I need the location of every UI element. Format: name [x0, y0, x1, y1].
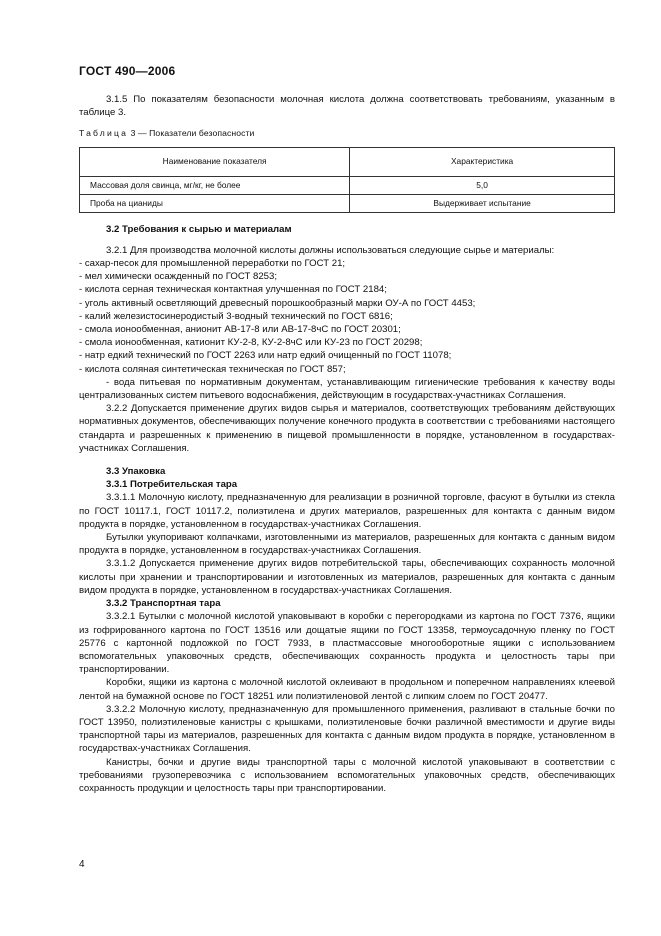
- list-item: - натр едкий технический по ГОСТ 2263 или натр едкий очищенный по ГОСТ 11078;: [79, 350, 452, 362]
- table-cell: 5,0: [350, 176, 615, 194]
- table-header-cell: Характеристика: [350, 147, 615, 176]
- paragraph-canisters: Канистры, бочки и другие виды транспортной тары с молочной кислотой упаковывают в соответствии с требованиями грузоперевозчика с использованием вспомогательных упаковочных средств, обеспечивающих сохранность продукции и целостность тары при транспортировании.: [79, 756, 615, 794]
- safety-table: [79, 147, 615, 213]
- paragraph-3-2-1: 3.2.1 Для производства молочной кислоты должны использоваться следующие сырье и материалы:: [106, 244, 555, 256]
- table-cell: Проба на цианиды: [80, 194, 350, 212]
- subsection-heading-3-3-2: 3.3.2 Транспортная тара: [106, 598, 221, 610]
- document-body: [79, 93, 615, 795]
- list-item: - кислота серная техническая контактная улучшенная по ГОСТ 2184;: [79, 284, 387, 296]
- paragraph-boxes: Коробки, ящики из картона с молочной кислотой оклеивают в продольном и поперечном направлениях клеевой лентой на бумажной основе по ГОСТ 18251 или полиэтиленовой лентой с липким слоем по ГОСТ 20477.: [79, 677, 615, 702]
- paragraph-3-3-2-1: 3.3.2.1 Бутылки с молочной кислотой упаковывают в коробки с перегородками из картона по ГОСТ 7376, ящики из гофрированного картона по ГОСТ 13516 или дощатые ящики по ГОСТ 13358, термоусадочную пленку по ГОСТ 25776 с картонной подложкой по ГОСТ 7933, в пластмассовые многооборотные ящики с использованием вспомогательных упаковочных средств, обеспечивающих сохранность продукта и целостность тары при транспортировании.: [79, 611, 615, 676]
- subsection-heading-3-3-1: 3.3.1 Потребительская тара: [106, 479, 238, 491]
- list-item: - уголь активный осветляющий древесный порошкообразный марки ОУ-А по ГОСТ 4453;: [79, 297, 476, 309]
- document-header: ГОСТ 490—2006: [79, 64, 176, 78]
- list-item: - сахар-песок для промышленной переработки по ГОСТ 21;: [79, 258, 346, 270]
- table-row: [80, 176, 615, 194]
- table-header-cell: Наименование показателя: [80, 147, 350, 176]
- table-header-row: [80, 147, 615, 176]
- section-heading-3-3: 3.3 Упаковка: [106, 466, 166, 478]
- list-item: - калий железистосинеродистый 3-водный технический по ГОСТ 6816;: [79, 310, 393, 322]
- paragraph-3-3-1-2: 3.3.1.2 Допускается применение других видов потребительской тары, обеспечивающих сохранность молочной кислоты при хранении и транспортировании и изготовленных из материалов, разрешенных для контакта с данным видом продукта в порядке, установленном в государствах-участниках Соглашения.: [79, 558, 615, 596]
- list-item: - кислота соляная синтетическая техническая по ГОСТ 857;: [79, 363, 346, 375]
- table-cell: Массовая доля свинца, мг/кг, не более: [80, 176, 350, 194]
- paragraph-3-2-2: 3.2.2 Допускается применение других видов сырья и материалов, соответствующих требованиям действующих нормативных документов, обеспечивающих получение конечного продукта в соответствии с требованиями настоящего стандарта и разрешенных к применению в пищевой промышленности в порядке, установленном в государствах-участниках Соглашения.: [79, 403, 615, 454]
- paragraph-3-3-2-2: 3.3.2.2 Молочную кислоту, предназначенную для промышленного применения, разливают в стальные бочки по ГОСТ 13950, полиэтиленовые канистры с крышками, полиэтиленовые бочки различной вместимости и другие виды транспортной тары из материалов, разрешенных для контакта с данным видом продукта в порядке, установленном в государствах-участниках Соглашения.: [79, 703, 615, 755]
- table-caption-label: Таблица: [79, 128, 129, 139]
- table-caption: [79, 127, 615, 140]
- table-caption-text: 3 — Показатели безопасности: [130, 128, 255, 139]
- list-item: - смола ионообменная, катионит КУ-2-8, КУ-2-8чС или КУ-23 по ГОСТ 20298;: [79, 337, 423, 349]
- paragraph-3-1-5: 3.1.5 По показателям безопасности молочная кислота должна соответствовать требованиям, указанным в таблице 3.: [79, 94, 615, 119]
- paragraph-3-3-1-1: 3.3.1.1 Молочную кислоту, предназначенную для реализации в розничной торговле, фасуют в бутылки из стекла по ГОСТ 10117.1, ГОСТ 10117.2, полиэтилена и других материалов, разрешенных для контакта с данным видом продукта в порядке, установленном в государствах-участниках Соглашения.: [79, 492, 615, 530]
- page-number: 4: [79, 859, 85, 870]
- paragraph-caps: Бутылки укупоривают колпачками, изготовленными из материалов, разрешенных для контакта с данным видом продукта в порядке, установленном в государствах-участниках Соглашения.: [79, 532, 615, 557]
- list-item: - мел химически осажденный по ГОСТ 8253;: [79, 271, 277, 283]
- materials-list: [79, 257, 615, 376]
- list-item: - смола ионообменная, анионит АВ-17-8 или АВ-17-8чС по ГОСТ 20301;: [79, 324, 401, 336]
- list-item-water: - вода питьевая по нормативным документам, устанавливающим гигиенические требования к качеству воды централизованных систем питьевого водоснабжения, действующим в государствах-участниках Соглашения.: [79, 376, 615, 402]
- table-cell: Выдерживает испытание: [350, 194, 615, 212]
- section-heading-3-2: 3.2 Требования к сырью и материалам: [106, 223, 292, 235]
- table-row: [80, 194, 615, 212]
